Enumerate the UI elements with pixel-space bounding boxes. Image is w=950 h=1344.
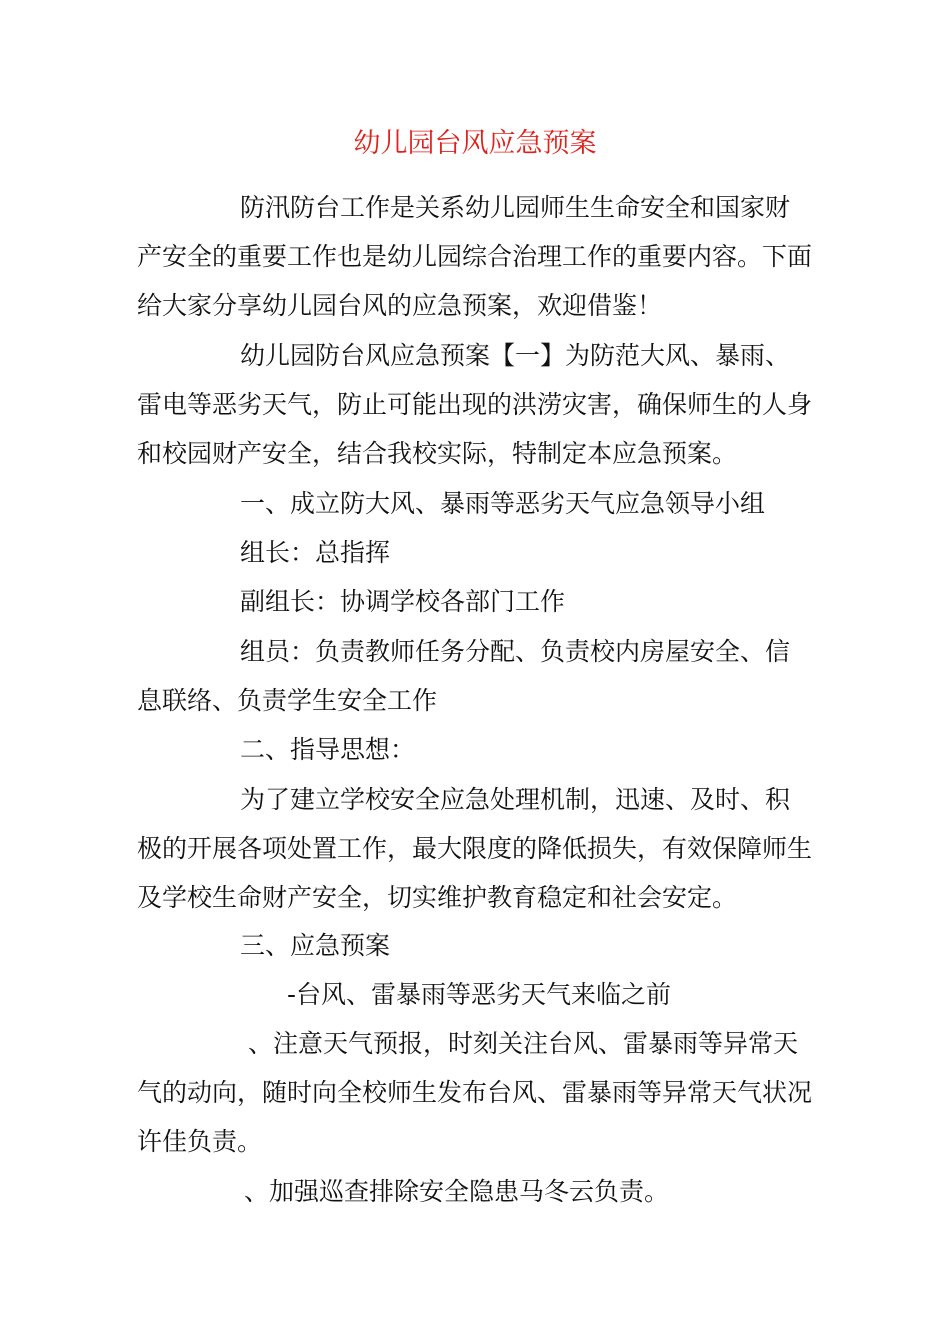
paragraph-line: 防汛防台工作是关系幼儿园师生生命安全和国家财 [240, 193, 791, 222]
paragraph-line: 气的动向，随时向全校师生发布台风、雷暴雨等异常天气状况 [137, 1078, 813, 1107]
paragraph-line: 许佳负责。 [137, 1127, 263, 1156]
paragraph-line: -台风、雷暴雨等恶劣天气来临之前 [287, 980, 672, 1009]
paragraph-line: 组长：总指挥 [240, 538, 391, 567]
document-title: 幼儿园台风应急预案 [353, 128, 597, 159]
paragraph-line: 产安全的重要工作也是幼儿园综合治理工作的重要内容。下面 [137, 242, 813, 271]
paragraph-line: 、加强巡查排除安全隐患马冬云负责。 [244, 1177, 670, 1206]
paragraph-line: 副组长：协调学校各部门工作 [240, 587, 566, 616]
paragraph-line: 幼儿园防台风应急预案【一】为防范大风、暴雨、 [240, 341, 791, 370]
paragraph-line: 息联络、负责学生安全工作 [137, 686, 438, 715]
paragraph-line: 为了建立学校安全应急处理机制，迅速、及时、积 [240, 785, 791, 814]
paragraph-line: 和校园财产安全，结合我校实际，特制定本应急预案。 [137, 439, 738, 468]
paragraph-line: 组员：负责教师任务分配、负责校内房屋安全、信 [240, 637, 791, 666]
section-heading: 二、指导思想： [240, 735, 416, 764]
paragraph-line: 及学校生命财产安全，切实维护教育稳定和社会安定。 [137, 883, 738, 912]
paragraph-line: 极的开展各项处置工作，最大限度的降低损失，有效保障师生 [137, 834, 813, 863]
paragraph-line: 给大家分享幼儿园台风的应急预案，欢迎借鉴！ [137, 291, 663, 320]
paragraph-line: 、注意天气预报，时刻关注台风、雷暴雨等异常天 [248, 1029, 799, 1058]
section-heading: 一、成立防大风、暴雨等恶劣天气应急领导小组 [240, 489, 766, 518]
section-heading: 三、应急预案 [240, 931, 391, 960]
paragraph-line: 雷电等恶劣天气，防止可能出现的洪涝灾害，确保师生的人身 [137, 390, 813, 419]
